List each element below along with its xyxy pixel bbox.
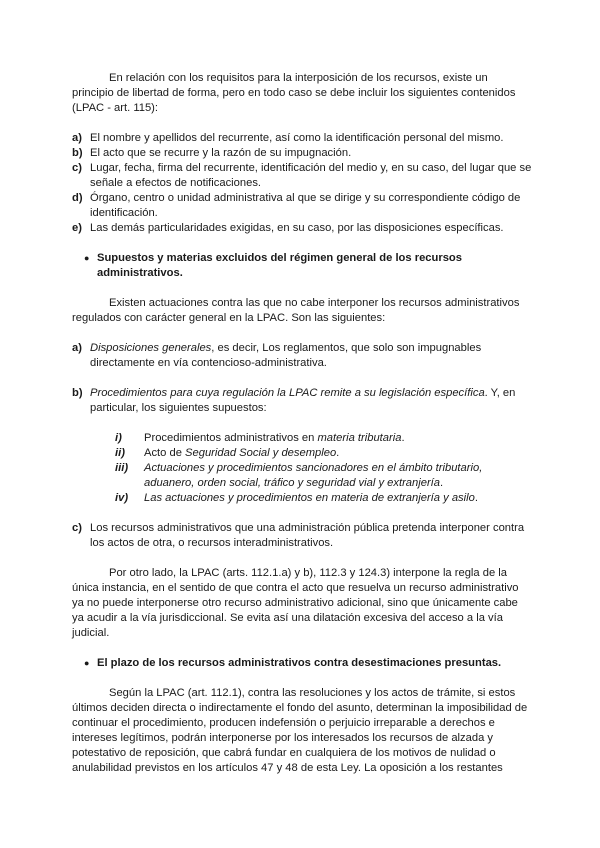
list-text — [90, 341, 532, 371]
sub-list-marker: iii) — [115, 462, 129, 474]
list-item — [72, 161, 532, 191]
list-text: El acto que se recurre y la razón de su impugnación. — [90, 147, 352, 159]
italic-term: Procedimientos para cuya regulación la LPAC remite a su legislación específica — [90, 387, 485, 399]
heading-text: Supuestos y materias excluidos del régimen general de los recursos administrativos. — [97, 252, 462, 279]
list-text: Los recursos administrativos que una administración pública pretenda interponer contra los actos de otra, o recursos interadministrativos. — [90, 522, 525, 549]
list-marker: d) — [72, 192, 83, 204]
sub-list-text — [144, 461, 532, 491]
sub-list-item — [115, 461, 532, 491]
plain-text: Acto de — [144, 447, 186, 459]
list-marker: b) — [72, 387, 83, 399]
list-marker: b) — [72, 147, 83, 159]
sub-list-item — [115, 431, 532, 446]
tail-text: . — [401, 432, 405, 444]
sub-list-marker: iv) — [115, 492, 129, 504]
sub-list-marker: i) — [115, 432, 122, 444]
italic-term: Actuaciones y procedimientos sancionadores en el ámbito tributario, aduanero, orden social, tráfico y seguridad vial y extranjería — [144, 462, 483, 489]
italic-term: materia tributaria — [317, 432, 402, 444]
list-item — [72, 521, 532, 551]
section-heading-excluded — [72, 251, 532, 281]
plazo-paragraph: Según la LPAC (art. 112.1), contra las resoluciones y los actos de trámite, si estos últimos deciden directa o indirectamente el fondo del asunto, determinan la imposibilidad de continuar el procedimiento, producen indefensión o perjuicio irreparable a derechos e intereses legítimos, podrán interponerse por los interesados los recursos de alzada y potestativo de reposición, que cabrá fundar en cualquiera de los motivos de nulidad o anulabilidad previstos en los artículos 47 y 48 de esta Ley. La oposición a los restantes — [72, 687, 528, 774]
heading-text: El plazo de los recursos administrativos contra desestimaciones presuntas. — [97, 657, 502, 669]
bullet-icon: ● — [84, 253, 90, 263]
document-page — [72, 71, 532, 776]
list-text: Las demás particularidades exigidas, en su caso, por las disposiciones específicas. — [90, 222, 504, 234]
list-item — [72, 146, 532, 161]
list-text-rest: . Y, en particular, los siguientes supuestos: — [90, 387, 516, 414]
sub-list-marker: ii) — [115, 447, 125, 459]
sub-list — [115, 431, 532, 506]
list-marker: a) — [72, 342, 82, 354]
list-item — [72, 341, 532, 371]
list-marker: e) — [72, 222, 82, 234]
unica-instancia-paragraph: Por otro lado, la LPAC (arts. 112.1.a) y b), 112.3 y 124.3) interpone la regla de la única instancia, en el sentido de que contra el acto que resuelva un recurso administrativo ya no puede interponerse otro recurso administrativo adicional, sino que únicamente cabe ya acudir a la vía jurisdiccional. Se evita así una dilatación excesiva del acceso a la vía judicial. — [72, 567, 519, 639]
sub-list-text — [144, 431, 532, 446]
list-item — [72, 191, 532, 221]
tail-text: . — [474, 492, 478, 504]
list-marker: c) — [72, 162, 82, 174]
plain-text: Procedimientos administrativos en — [144, 432, 318, 444]
italic-term: Seguridad Social y desempleo — [185, 447, 337, 459]
list-text — [90, 386, 532, 416]
tail-text: . — [336, 447, 340, 459]
list-marker: c) — [72, 522, 82, 534]
italic-term: Las actuaciones y procedimientos en materia de extranjería y asilo — [144, 492, 475, 504]
list-text-rest: , es decir, Los reglamentos, que solo son impugnables directamente en vía contencioso-administrativa. — [90, 342, 482, 369]
list-text: Lugar, fecha, firma del recurrente, identificación del medio y, en su caso, del lugar que se señale a efectos de notificaciones. — [90, 162, 532, 189]
intro-paragraph: En relación con los requisitos para la interposición de los recursos, existe un principio de libertad de forma, pero en todo caso se debe incluir los siguientes contenidos (LPAC - art. 115): — [72, 72, 516, 114]
list-item — [72, 386, 532, 416]
sub-list-item — [115, 446, 532, 461]
list-item — [72, 221, 532, 236]
tail-text: . — [440, 477, 444, 489]
list-text: El nombre y apellidos del recurrente, así como la identificación personal del mismo. — [90, 132, 504, 144]
list-item — [72, 131, 532, 146]
list-text: Órgano, centro o unidad administrativa al que se dirige y su correspondiente código de identificación. — [90, 192, 521, 219]
sub-list-item — [115, 491, 532, 506]
sub-list-text — [144, 491, 532, 506]
excluded-paragraph: Existen actuaciones contra las que no cabe interponer los recursos administrativos regulados con carácter general en la LPAC. Son las siguientes: — [72, 297, 520, 324]
bullet-icon: ● — [84, 658, 90, 668]
sub-list-text — [144, 446, 532, 461]
section-heading-plazo — [72, 656, 532, 671]
italic-term: Disposiciones generales — [90, 342, 212, 354]
list-marker: a) — [72, 132, 82, 144]
contents-list — [72, 131, 532, 236]
